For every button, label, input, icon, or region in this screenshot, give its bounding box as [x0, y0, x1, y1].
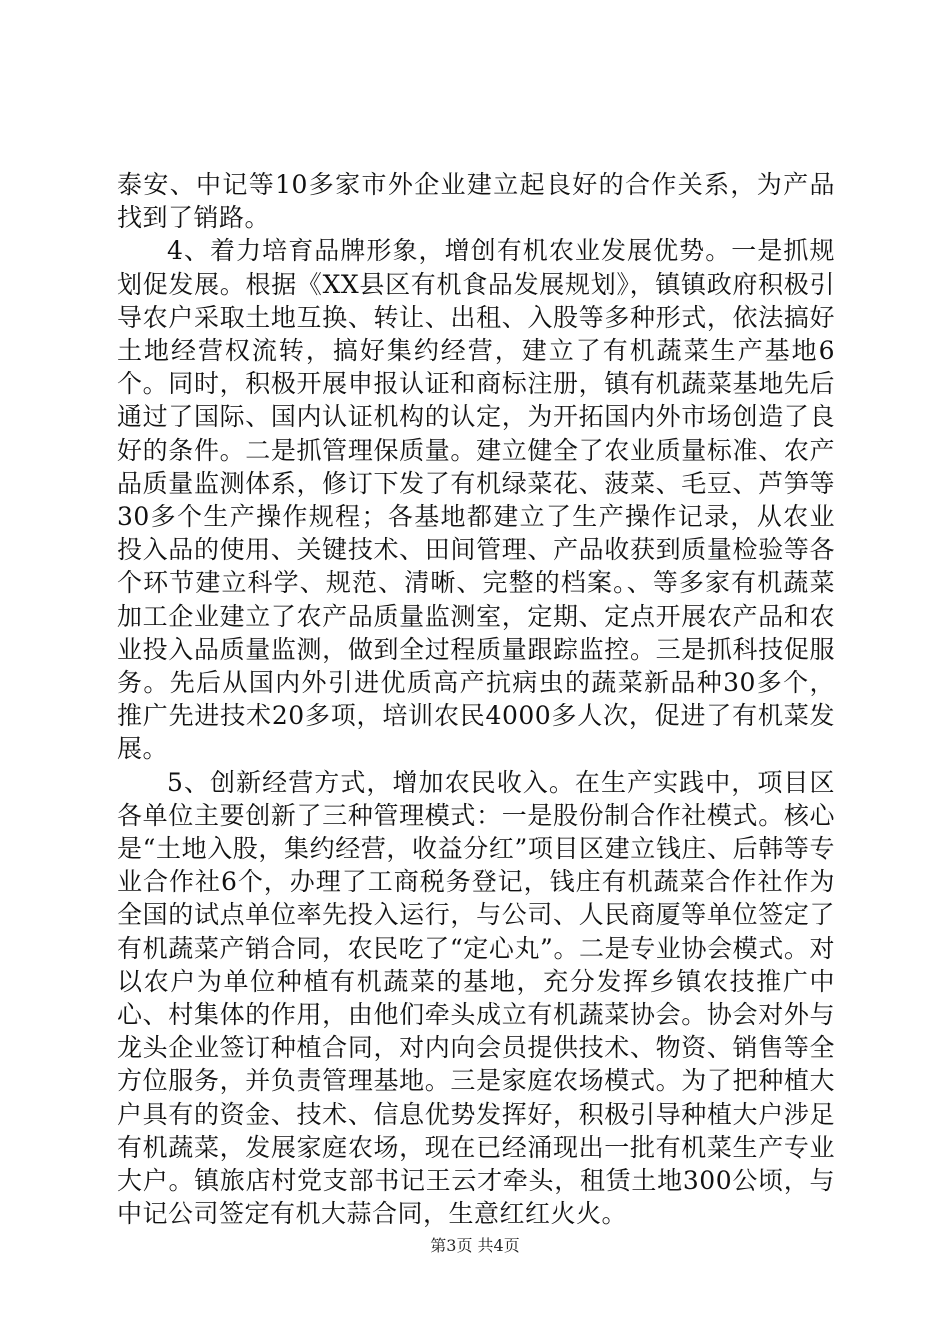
paragraph-item-4: 4、着力培育品牌形象，增创有机农业发展优势。一是抓规划促发展。根据《XX县区有机食品发展规划》，镇镇政府积极引导农户采取土地互换、转让、出租、入股等多种形式，依法搞好土地经营权流转，搞好集约经营，建立了有机蔬菜生产基地6个。同时，积极开展申报认证和商标注册，镇有机蔬菜基地先后通过了国际、国内认证机构的认定，为开拓国内外市场创造了良好的条件。二是抓管理保质量。建立健全了农业质量标准、农产品质量监测体系，修订下发了有机绿菜花、菠菜、毛豆、芦笋等30多个生产操作规程；各基地都建立了生产操作记录，从农业投入品的使用、关键技术、田间管理、产品收获到质量检验等各个环节建立科学、规范、清晰、完整的档案。、等多家有机蔬菜加工企业建立了农产品质量监测室，定期、定点开展农产品和农业投入品质量监测，做到全过程质量跟踪监控。三是抓科技促服务。先后从国内外引进优质高产抗病虫的蔬菜新品种30多个，推广先进技术20多项，培训农民4000多人次，促进了有机菜发展。	[117, 236, 835, 764]
body-text	[117, 168, 835, 1231]
paragraph-continuation: 泰安、中记等10多家市外企业建立起良好的合作关系，为产品找到了销路。	[117, 170, 835, 233]
paragraph-item-5: 5、创新经营方式，增加农民收入。在生产实践中，项目区各单位主要创新了三种管理模式：一是股份制合作社模式。核心是“土地入股，集约经营，收益分红”项目区建立钱庄、后韩等专业合作社6个，办理了工商税务登记，钱庄有机蔬菜合作社作为全国的试点单位率先投入运行，与公司、人民商厦等单位签定了有机蔬菜产销合同，农民吃了“定心丸”。二是专业协会模式。对以农户为单位种植有机蔬菜的基地，充分发挥乡镇农技推广中心、村集体的作用，由他们牵头成立有机蔬菜协会。协会对外与龙头企业签订种植合同，对内向会员提供技术、物资、销售等全方位服务，并负责管理基地。三是家庭农场模式。为了把种植大户具有的资金、技术、信息优势发挥好，积极引导种植大户涉足有机蔬菜，发展家庭农场，现在已经涌现出一批有机菜生产专业大户。镇旅店村党支部书记王云才牵头，租赁土地300公顷，与中记公司签定有机大蒜合同，生意红红火火。	[117, 767, 835, 1229]
page-number-label: 第3页 共4页	[430, 1236, 520, 1255]
page-footer	[0, 1236, 950, 1256]
